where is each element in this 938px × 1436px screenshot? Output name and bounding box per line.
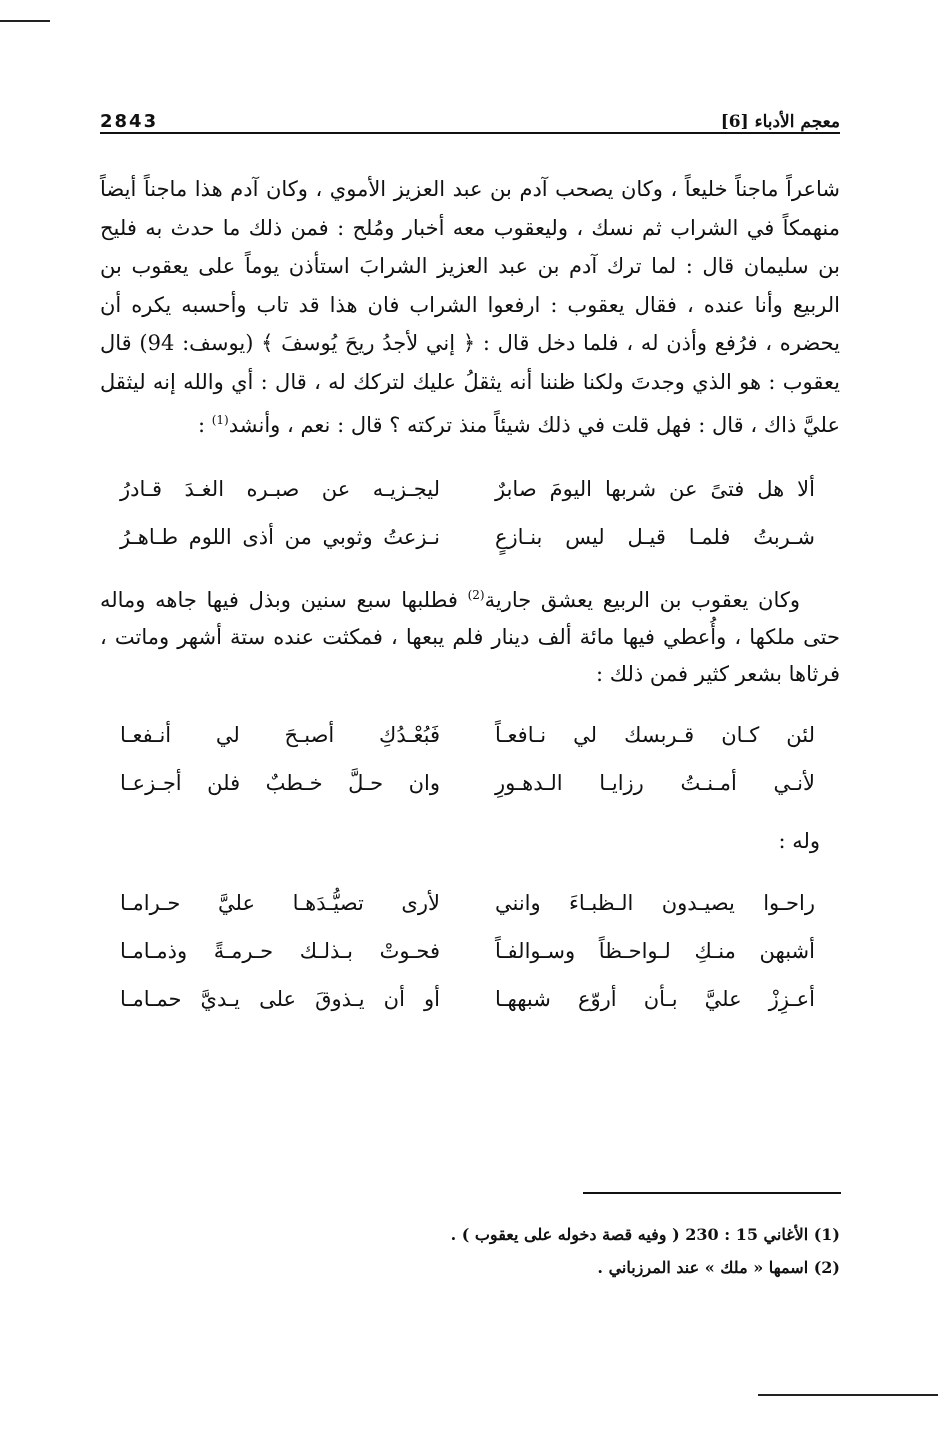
verse-line bbox=[100, 975, 840, 1023]
verse-first-hemistich: أعـزِزْ عليَّ بـأن أروّع شبههـا bbox=[495, 986, 815, 1011]
paragraph-2 bbox=[100, 577, 840, 693]
footnote-ref-2: (2) bbox=[467, 587, 485, 602]
running-header bbox=[100, 100, 840, 134]
footnote-ref-1: (1) bbox=[211, 413, 229, 427]
footnote-separator bbox=[583, 1192, 841, 1194]
top-left-rule bbox=[0, 20, 50, 22]
verse-second-hemistich: ليجـزيـه عن صبـره الغـدَ قـادرُ bbox=[120, 476, 440, 501]
footnote-1: (1) الأغاني 15 : 230 ( وفيه قصة دخوله على يعقوب ) . bbox=[450, 1225, 840, 1244]
verse-line bbox=[100, 759, 840, 807]
verse-first-hemistich: لأنـي أمـنـتُ رزايـا الـدهـورِ bbox=[495, 770, 815, 795]
verse-first-hemistich: راحـوا يصيـدون الـظبـاءَ وانني bbox=[495, 890, 815, 915]
footnotes bbox=[200, 1218, 840, 1284]
poem-block-2 bbox=[100, 711, 840, 807]
running-title: معجم الأدباء [6] bbox=[720, 112, 840, 132]
verse-second-hemistich: وان حـلَّ خـطبٌ فلن أجـزعـا bbox=[120, 770, 440, 795]
verse-first-hemistich: شـربتُ فلمـا قيـل ليس بنـازعٍ bbox=[495, 524, 815, 549]
verse-first-hemistich: لئن كـان قـربسك لي نـافعـاً bbox=[495, 722, 815, 747]
paragraph-1-end: : bbox=[197, 413, 212, 437]
bottom-right-rule bbox=[758, 1394, 938, 1396]
verse-line bbox=[100, 879, 840, 927]
body-text bbox=[100, 170, 840, 1023]
poem-block-1 bbox=[100, 465, 840, 561]
verse-second-hemistich: فحـوتْ بـذلـك حـرمـةً وذمـامـا bbox=[120, 938, 440, 963]
verse-second-hemistich: فَبُعْـدُكِ أصبـحَ لي أنـفعـا bbox=[120, 722, 440, 747]
poem-block-3 bbox=[100, 879, 840, 1023]
verse-first-hemistich: أشبهن منـكِ لـواحـظاً وسـوالفـاً bbox=[495, 938, 815, 963]
verse-first-hemistich: ألا هل فتىً عن شربها اليومَ صابرٌ bbox=[495, 476, 815, 501]
verse-second-hemistich: أو أن يـذوقَ على يـديَّ حمـامـا bbox=[120, 986, 440, 1011]
paragraph-2-text: وكان يعقوب بن الربيع يعشق جارية bbox=[484, 587, 800, 612]
verse-line bbox=[100, 711, 840, 759]
book-page bbox=[100, 100, 840, 1037]
verse-line bbox=[100, 927, 840, 975]
verse-second-hemistich: نـزعتُ وثوبي من أذى اللوم طـاهـرُ bbox=[120, 524, 440, 549]
poem-intro: وله : bbox=[778, 828, 820, 853]
verse-line bbox=[100, 465, 840, 513]
footnote-2: (2) اسمها « ملك » عند المرزباني . bbox=[597, 1258, 840, 1277]
verse-line bbox=[100, 513, 840, 561]
verse-second-hemistich: لأرى تصيُّـدَهـا عليَّ حـرامـا bbox=[120, 890, 440, 915]
paragraph-2-rest: فطلبها سبع سنين وبذل فيها جاهه وماله حتى ملكها ، وأُعطي فيها مائة ألف دينار فلم يبعها ، فمكثت عنده ستة أشهر وماتت ، فرثاها بشعر كثير فمن ذلك : bbox=[100, 587, 840, 686]
page-number: 2843 bbox=[100, 111, 159, 132]
paragraph-1 bbox=[100, 170, 840, 445]
paragraph-1-text: شاعراً ماجناً خليعاً ، وكان يصحب آدم بن عبد العزيز الأموي ، وكان آدم هذا ماجناً أيضاً منهمكاً في الشراب ثم نسك ، وليعقوب معه أخبار ومُلح : فمن ذلك ما حدث به فليح بن سليمان قال : لما ترك آدم بن عبد العزيز الشرابَ استأذن يوماً على يعقوب بن الربيع وأنا عنده ، فقال يعقوب : ارفعوا الشراب فان هذا قد تاب وأحسبه يكره أن يحضره ، فرُفع وأذن له ، فلما دخل قال : ﴿ إني لأجدُ ريحَ يُوسفَ ﴾ (يوسف: 94) قال يعقوب : هو الذي وجدتَ ولكنا ظننا أنه يثقلُ عليك لتركك له ، قال : أي والله إنه ليثقل عليَّ ذاك ، قال : فهل قلت في ذلك شيئاً منذ تركته ؟ قال : نعم ، وأنشد bbox=[100, 177, 840, 437]
